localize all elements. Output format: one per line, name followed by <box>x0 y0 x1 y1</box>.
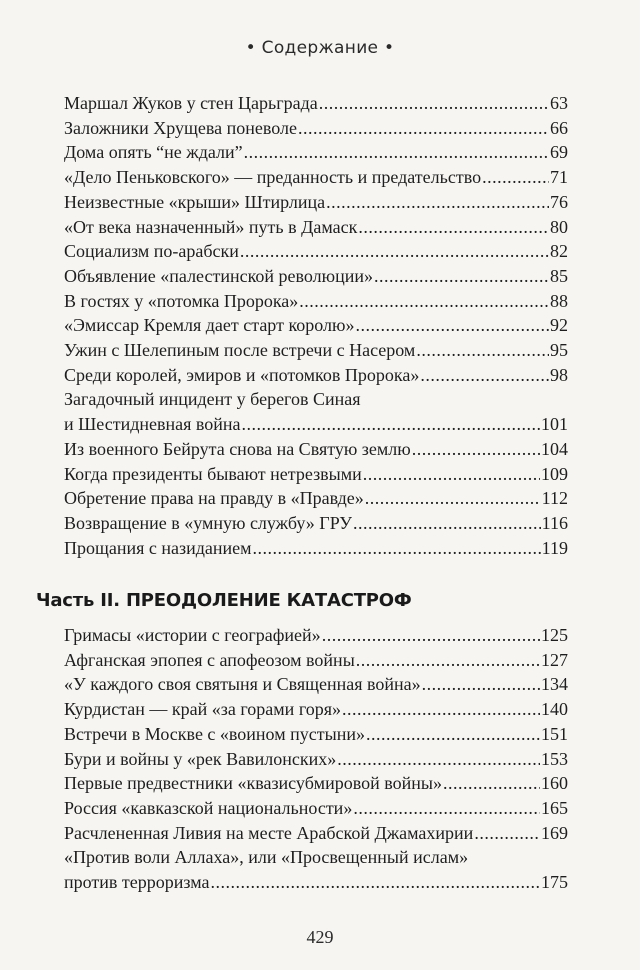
toc-entry <box>64 289 568 314</box>
toc-entry-page: 165 <box>541 797 568 818</box>
dot-leader <box>422 672 540 697</box>
dot-leader <box>326 190 549 215</box>
toc-entry-title: «У каждого своя святыня и Священная война» <box>64 674 421 695</box>
toc-entry-title: Россия «кавказской национальности» <box>64 797 353 818</box>
toc-entry <box>64 313 568 338</box>
toc-entry-title: Среди королей, эмиров и «потомков Пророка» <box>64 364 420 385</box>
toc-entry <box>64 338 568 363</box>
dot-leader <box>363 462 540 487</box>
toc-entry <box>64 821 568 846</box>
toc-entry-page: 169 <box>541 822 568 843</box>
dot-leader <box>337 747 540 772</box>
toc-entry-title: Объявление «палестинской революции» <box>64 265 374 286</box>
toc-entry <box>64 536 568 561</box>
toc-entry <box>64 511 568 536</box>
toc-entry <box>64 672 568 697</box>
dot-leader <box>242 412 540 437</box>
dot-leader <box>416 338 549 363</box>
toc-entry <box>64 623 568 648</box>
toc-entry-title: Обретение права на правду в «Правде» <box>64 488 364 509</box>
toc-entry-title-line1: Загадочный инцидент у берегов Синая <box>64 389 361 410</box>
toc-entry-page: 80 <box>550 216 568 237</box>
toc-entry-title: «Эмиссар Кремля дает старт королю» <box>64 315 355 336</box>
toc-entry <box>64 771 568 796</box>
toc-entry-page: 88 <box>550 290 568 311</box>
toc-entry-page: 153 <box>541 748 568 769</box>
toc-entry <box>64 648 568 673</box>
dot-leader <box>298 116 549 141</box>
toc-entry-page: 95 <box>550 340 568 361</box>
toc-entry-page: 160 <box>541 773 568 794</box>
toc-entry-page: 134 <box>541 674 568 695</box>
toc-entry-title-line2: и Шестидневная война <box>64 414 241 435</box>
dot-leader <box>474 821 540 846</box>
toc-entry <box>64 796 568 821</box>
toc-entry-title: Бури и войны у «рек Вавилонских» <box>64 748 337 769</box>
toc-entry <box>64 486 568 511</box>
toc-entry-title: Расчлененная Ливия на месте Арабской Джамахирии <box>64 822 474 843</box>
dot-leader <box>211 870 541 895</box>
dot-leader <box>420 363 549 388</box>
dot-leader <box>299 289 549 314</box>
toc-entry-page: 85 <box>550 265 568 286</box>
dot-leader <box>244 140 549 165</box>
toc-entry <box>64 239 568 264</box>
dot-leader <box>365 486 541 511</box>
toc-entry-page: 104 <box>541 438 568 459</box>
dot-leader <box>319 91 549 116</box>
toc-entry-page: 98 <box>550 364 568 385</box>
toc-entry-page: 76 <box>550 191 568 212</box>
toc-entry-title: Первые предвестники «квазисубмировой войны» <box>64 773 442 794</box>
toc-entry <box>64 165 568 190</box>
toc-entry <box>64 437 568 462</box>
toc-part-1 <box>64 91 568 560</box>
toc-entry-page: 101 <box>541 414 568 435</box>
toc-entry <box>64 140 568 165</box>
toc-entry <box>64 412 568 437</box>
dot-leader <box>342 697 540 722</box>
dot-leader <box>374 264 549 289</box>
dot-leader <box>240 239 549 264</box>
dot-leader <box>353 796 540 821</box>
toc-entry-title-line1: «Против воли Аллаха», или «Просвещенный ислам» <box>64 847 469 868</box>
toc-entry <box>64 91 568 116</box>
toc-entry-title: Дома опять “не ждали” <box>64 142 243 163</box>
dot-leader <box>412 437 540 462</box>
toc-part-2 <box>64 623 568 895</box>
toc-entry-page: 151 <box>541 723 568 744</box>
toc-entry-title: Неизвестные «крыши» Штирлица <box>64 191 326 212</box>
toc-entry-title: Курдистан — край «за горами горя» <box>64 699 342 720</box>
running-header: • Содержание • <box>245 38 395 58</box>
toc-entry-page: 69 <box>550 142 568 163</box>
toc-entry-page: 66 <box>550 117 568 138</box>
dot-leader <box>353 511 541 536</box>
toc-entry-page: 82 <box>550 241 568 262</box>
toc-entry-page: 119 <box>541 537 568 558</box>
toc-entry-title: Гримасы «истории с географией» <box>64 625 321 645</box>
toc-entry-page: 125 <box>541 625 568 645</box>
toc-entry <box>64 363 568 388</box>
toc-entry-title: Ужин с Шелепиным после встречи с Насером <box>64 340 416 361</box>
toc-entry-title: Социализм по-арабски <box>64 241 239 262</box>
toc-entry <box>64 116 568 141</box>
dot-leader <box>482 165 549 190</box>
toc-entry-page: 140 <box>541 699 568 720</box>
dot-leader <box>358 215 549 240</box>
dot-leader <box>253 536 541 561</box>
page-number: 429 <box>306 927 334 947</box>
toc-entry-page: 92 <box>550 315 568 336</box>
toc-entry <box>64 215 568 240</box>
dot-leader <box>355 313 549 338</box>
part-heading: Часть II. ПРЕОДОЛЕНИЕ КАТАСТРОФ <box>36 590 412 611</box>
toc-entry-title: Возвращение в «умную службу» ГРУ <box>64 512 353 533</box>
toc-entry-page: 112 <box>541 488 568 509</box>
toc-entry-title: Маршал Жуков у стен Царьграда <box>64 93 318 113</box>
toc-entry-title: В гостях у «потомка Пророка» <box>64 290 299 311</box>
toc-entry-title: Заложники Хрущева поневоле <box>64 117 298 138</box>
dot-leader <box>366 722 540 747</box>
toc-entry <box>64 870 568 895</box>
toc-entry-title: Когда президенты бывают нетрезвыми <box>64 463 362 484</box>
toc-entry-page: 63 <box>550 93 568 113</box>
toc-entry <box>64 462 568 487</box>
toc-entry-page: 109 <box>541 463 568 484</box>
toc-entry <box>64 697 568 722</box>
toc-entry-page: 175 <box>541 872 568 893</box>
dot-leader <box>443 771 540 796</box>
toc-entry <box>64 190 568 215</box>
toc-entry-page: 127 <box>541 649 568 670</box>
toc-entry-page: 71 <box>550 167 568 188</box>
toc-entry-title: Встречи в Москве с «воином пустыни» <box>64 723 365 744</box>
toc-entry <box>64 722 568 747</box>
dot-leader <box>322 623 540 648</box>
dot-leader <box>356 648 540 673</box>
toc-entry-title: Прощания с назиданием <box>64 537 252 558</box>
toc-entry <box>64 747 568 772</box>
toc-entry-title: «От века назначенный» путь в Дамаск <box>64 216 358 237</box>
toc-entry-title: Из военного Бейрута снова на Святую землю <box>64 438 411 459</box>
toc-entry-title: «Дело Пеньковского» — преданность и предательство <box>64 167 482 188</box>
toc-entry <box>64 264 568 289</box>
toc-entry-page: 116 <box>541 512 568 533</box>
toc-entry-title: Афганская эпопея с апофеозом войны <box>64 649 355 670</box>
toc-entry-title-line2: против терроризма <box>64 872 210 893</box>
